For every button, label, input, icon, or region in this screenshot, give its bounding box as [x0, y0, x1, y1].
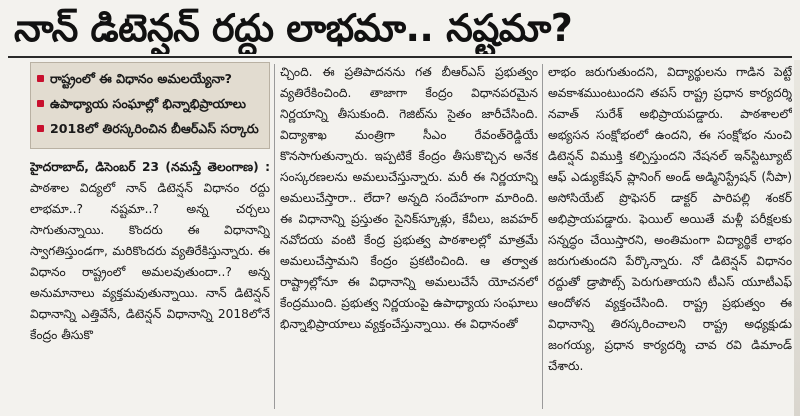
highlight-item: [37, 69, 263, 89]
red-square-bullet-icon: [37, 75, 44, 82]
highlight-item: [37, 94, 263, 114]
highlights-box: [30, 62, 270, 149]
red-square-bullet-icon: [37, 100, 44, 107]
highlight-text: ఉపాధ్యాయ సంఘాల్లో భిన్నాభిప్రాయాలు: [50, 96, 247, 111]
column-1-text: పాఠశాల విద్యలో నాన్ డిటెన్షన్ విధానం రద్దు లాభమా..? నష్టమా..? అన్న చర్చలు సాగుతున్నాయి. కొందరు ఈ విధానాన్ని స్వాగతిస్తుండగా, మరికొందరు వ్యతిరేకిస్తున్నారు. ఈ విధానం రాష్ట్రంలో అమలవుతుందా..? అన్న అనుమానాలు వ్యక్తమవుతున్నాయి. నాన్ డిటెన్షన్ విధానాన్ని ఎత్తివేసే, డిటెన్షన్ విధానాన్ని 2018లోనే కేంద్రం తీసుకొ: [30, 181, 270, 342]
highlight-text: రాష్ట్రంలో ఈ విధానం అమలయ్యేనా?: [50, 71, 232, 86]
headline: నాన్ డిటెన్షన్ రద్దు లాభమా.. నష్టమా?: [14, 6, 573, 50]
column-2-text: చ్చింది. ఈ ప్రతిపాదనను గత బీఆర్ఎస్ ప్రభుత్వం వ్యతిరేకించింది. తాజాగా కేంద్రం విధానపరమైన నిర్ణయాన్ని తీసుకుంది. గెజిట్‌ను సైతం జారీచేసింది. విద్యాశాఖ మంత్రిగా సీఎం రేవంత్‌రెడ్డియే కొనసాగుతున్నారు. ఇప్పటికే కేంద్రం తీసుకొచ్చిన అనేక సంస్కరణలను అమలుచేస్తున్నారు. మరీ ఈ నిర్ణయాన్ని అమలుచేస్తారా.. లేదా? అన్నది సందేహంగా మారింది. ఈ విధానాన్ని ప్రస్తుతం సైనిక్‌స్కూళ్లు, కేవీలు, జవహర్ నవోదయ వంటి కేంద్ర ప్రభుత్వ పాఠశాలల్లో మాత్రమే అమలుచేస్తామని కేంద్రం ప్రకటించింది. ఆ తర్వాత రాష్ట్రాల్లోనూ ఈ విధానాన్ని అమలుచేసే యోచనలో కేంద్రముంది. ప్రభుత్వ నిర్ణయంపై ఉపాధ్యాయ సంఘాలు భిన్నాభిప్రాయాలు వ్యక్తంచేస్తున్నాయి. ఈ విధానంతో: [280, 65, 538, 331]
column-3-text: లాభం జరుగుతుందని, విద్యార్థులను గాడిన పెట్టే అవకాశముంటుందని తపస్ రాష్ట్ర ప్రధాన కార్యదర్శి నవాత్ సురేశ్ అభిప్రాయపడ్డారు. పాఠశాలలో అభ్యసన సంక్షోభంలో ఉందని, ఈ సంక్షోభం నుంచి డిటెన్షన్ విముక్తి కల్పిస్తుందని నేషనల్ ఇన్‌స్టిట్యూట్ ఆఫ్ ఎడ్యుకేషన్ ప్లానింగ్ అండ్ అడ్మినిస్ట్రేషన్ (నీపా) అసోసియేట్ ప్రొఫెసర్ డాక్టర్ పారిపల్లి శంకర్ అభిప్రాయపడ్డారు. ఫెయిల్ అయితే మళ్లీ పరీక్షలకు సన్నద్ధం చేయిస్తారని, అంతిమంగా విద్యార్థికే లాభం జరుగుతుందని పేర్కొన్నారు. నో డిటెన్షన్ విధానం రద్దుతో డ్రాపౌట్స్ పెరుగుతాయని టీఎస్ యూటీఎఫ్ ఆందోళన వ్యక్తంచేసింది. రాష్ట్ర ప్రభుత్వం ఈ విధానాన్ని తిరస్కరించాలని రాష్ట్ర అధ్యక్షుడు జంగయ్య, ప్రధాన కార్యదర్శి చావ రవి డిమాండ్ చేశారు.: [548, 65, 792, 373]
page-edge-strip: [794, 60, 800, 416]
dateline: హైదరాబాద్, డిసెంబర్ 23 (నమస్తే తెలంగాణ) :: [30, 160, 270, 174]
column-1-body: [30, 157, 270, 346]
column-divider: [274, 64, 275, 409]
highlight-item: [37, 119, 263, 139]
headline-rule: [8, 56, 792, 58]
highlight-text: 2018లో తిరస్కరించిన బీఆర్ఎస్ సర్కారు: [50, 121, 259, 136]
column-3: [548, 62, 792, 412]
column-2: [280, 62, 538, 412]
column-1: [30, 62, 270, 412]
column-divider: [542, 64, 543, 409]
red-square-bullet-icon: [37, 125, 44, 132]
